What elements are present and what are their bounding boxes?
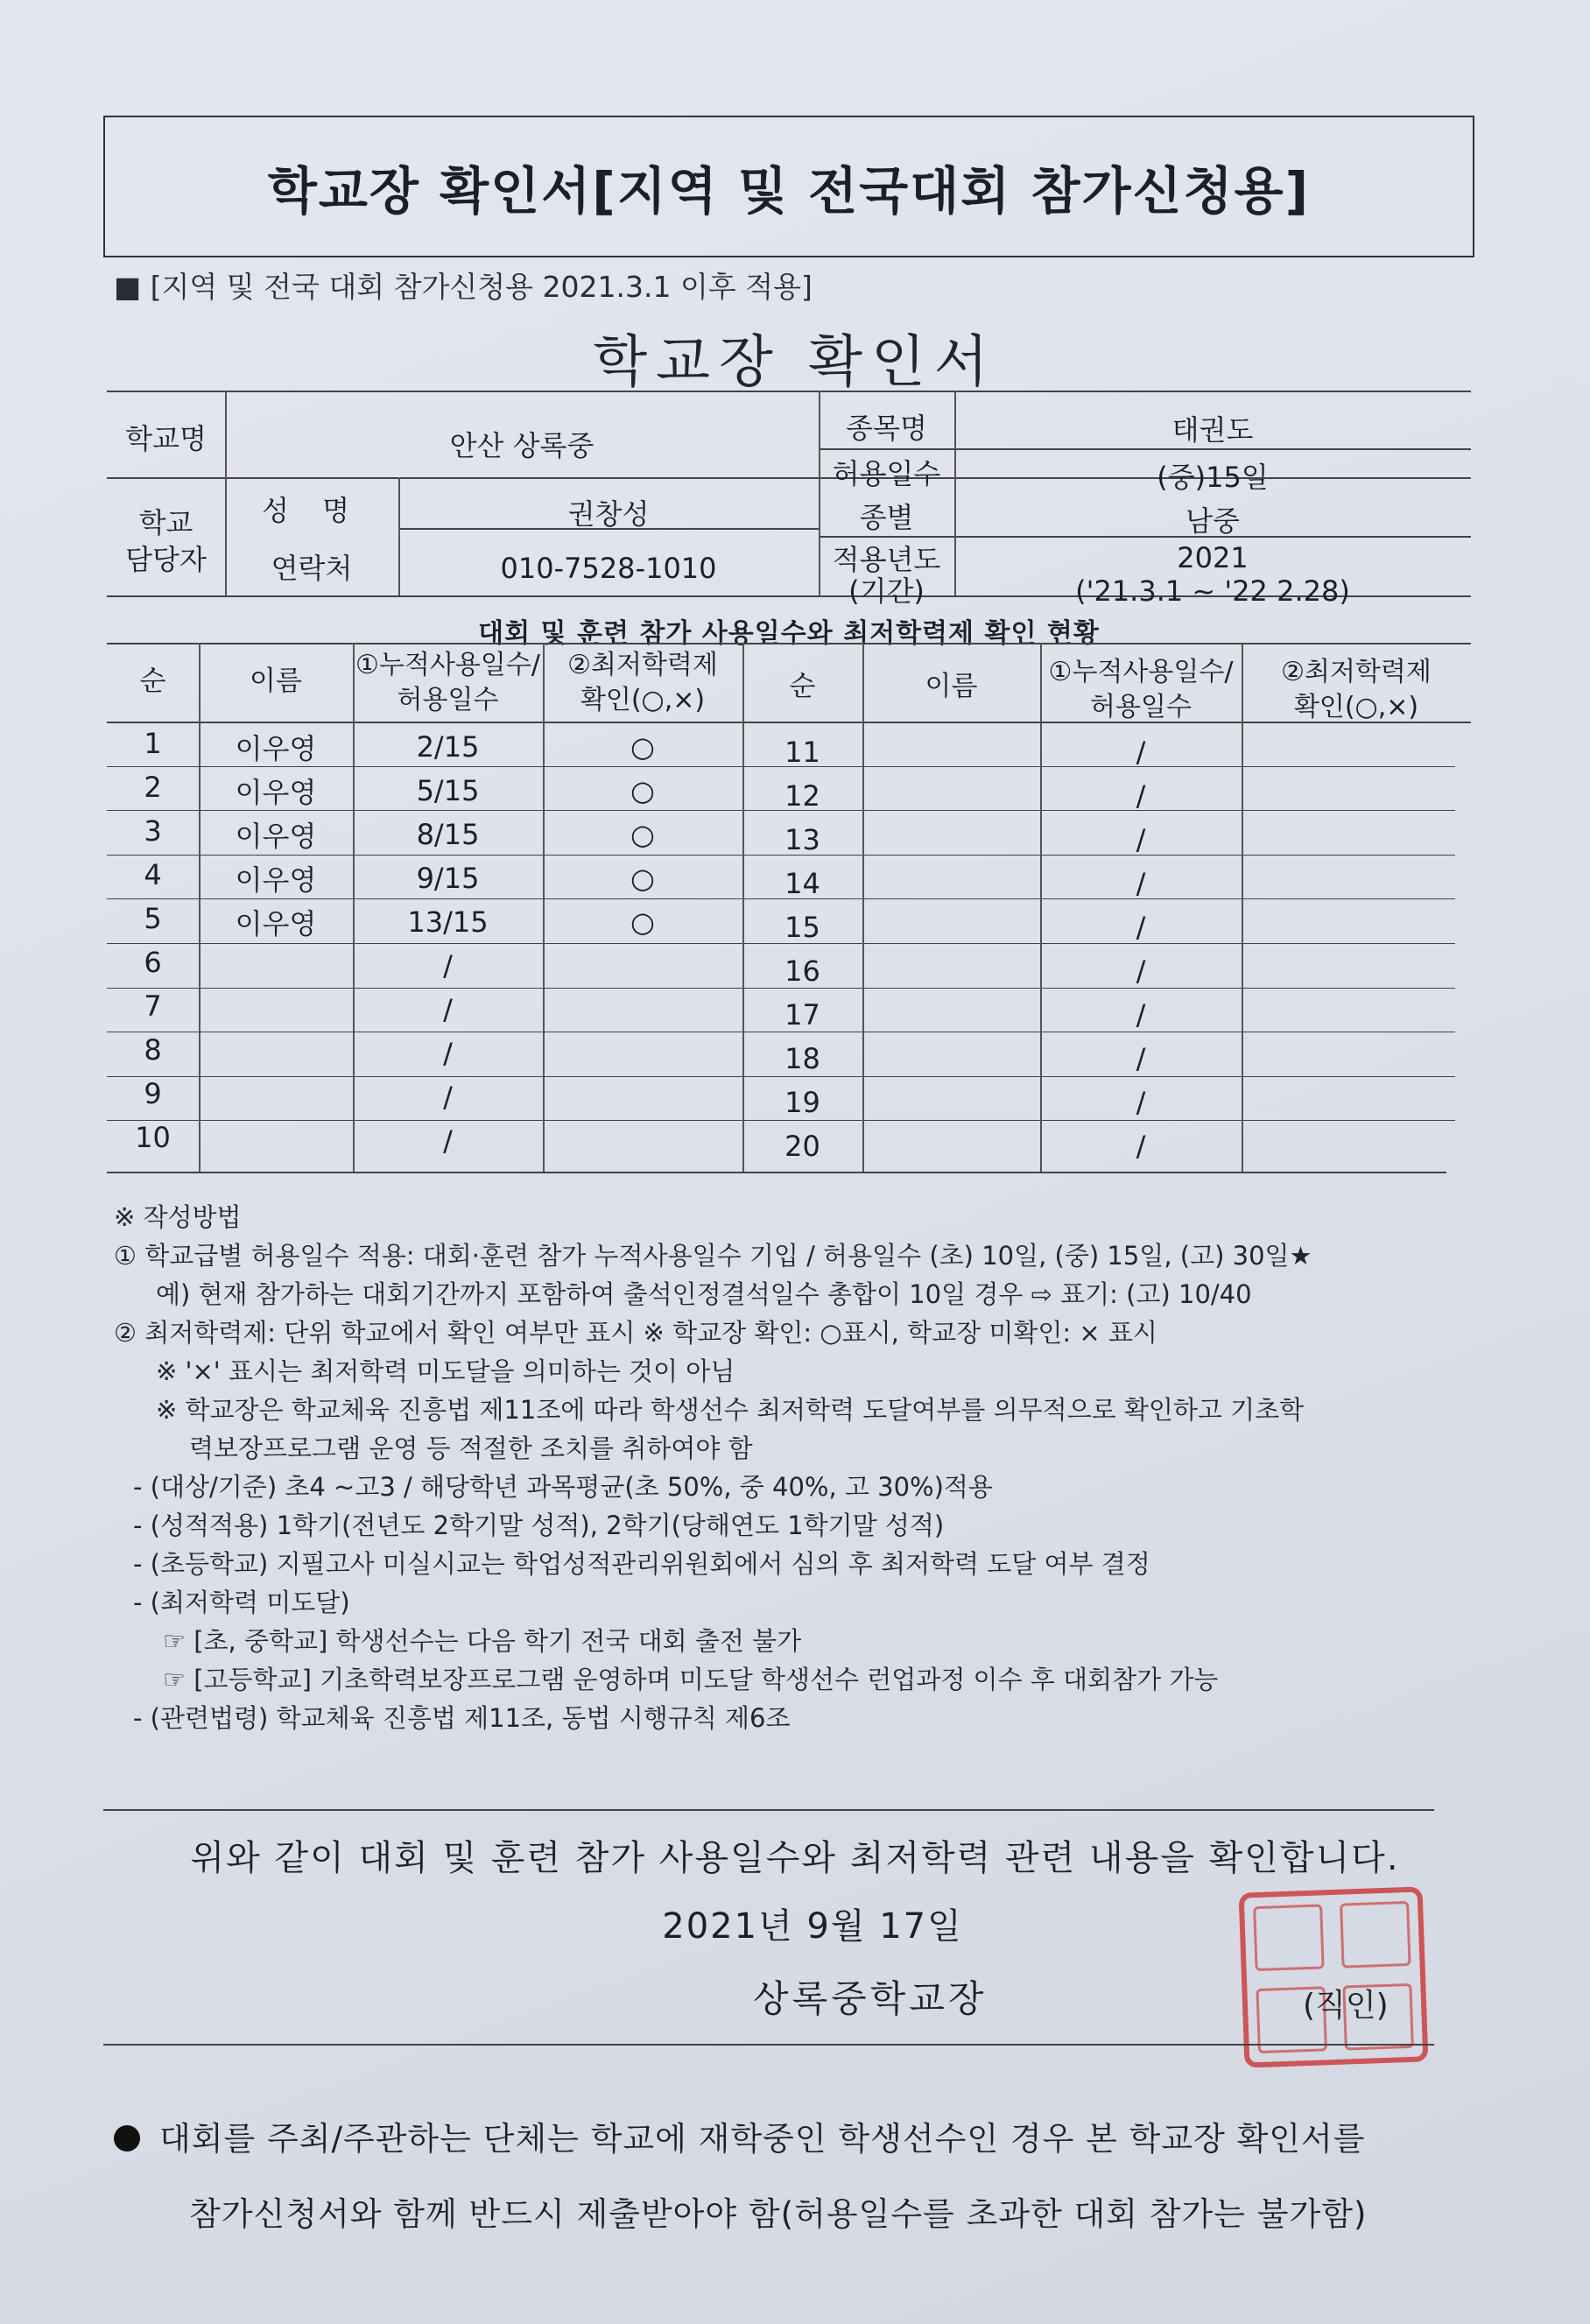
table-row-no: 8	[144, 1033, 162, 1067]
contact-label: 연락처	[271, 552, 353, 585]
table-row-days: /	[443, 993, 453, 1026]
table-row-no: 10	[135, 1121, 171, 1154]
document-title-box	[103, 116, 1474, 257]
table-row-name: 이우영	[235, 863, 317, 897]
table-caption: 대회 및 훈련 참가 사용일수와 최저학력제 확인 현황	[478, 618, 1100, 649]
table-row-no: 9	[144, 1077, 162, 1110]
table-row-days: /	[1136, 779, 1146, 813]
table-row-check: ○	[630, 818, 655, 851]
confirmation-statement: 위와 같이 대회 및 훈련 참가 사용일수와 최저학력 관련 내용을 확인합니다.	[190, 1838, 1400, 1878]
table-row-no: 11	[784, 736, 820, 769]
header-days-left-2: 허용일수	[397, 685, 499, 715]
table-row-days: /	[1136, 1130, 1146, 1163]
table-row-no: 5	[144, 902, 162, 935]
table-row-days: /	[1136, 1042, 1146, 1075]
issue-date: 2021년 9월 17일	[662, 1906, 963, 1947]
instruction-line: ※ 학교장은 학교체육 진흥법 제11조에 따라 학생선수 최저학력 도달여부를 의무적으로 확인하고 기초학	[156, 1395, 1305, 1425]
header-days-right-1: ①누적사용일수/	[1048, 657, 1234, 687]
table-row-days: 2/15	[416, 730, 480, 764]
instruction-line: ☞ [고등학교] 기초학력보장프로그램 운영하며 미도달 학생선수 런업과정 이수 후 대회참가 가능	[163, 1665, 1219, 1694]
table-row-no: 18	[784, 1042, 820, 1075]
table-row-name: 이우영	[235, 820, 317, 853]
school-name-value: 안산 상록중	[449, 429, 594, 462]
instruction-line: - (최저학력 미도달)	[133, 1588, 350, 1617]
manager-name-label: 성 명	[262, 494, 362, 527]
sport-label: 종목명	[846, 412, 927, 445]
table-row-days: /	[1136, 823, 1146, 856]
instruction-line: 력보장프로그램 운영 등 적절한 조치를 취하여야 함	[189, 1433, 753, 1463]
year-label-line1: 적용년도	[832, 543, 941, 576]
instruction-line: - (관련법령) 학교체육 진흥법 제11조, 동법 시행규칙 제6조	[133, 1703, 791, 1733]
header-no-left: 순	[139, 666, 166, 697]
contact-value: 010-7528-1010	[500, 552, 717, 585]
header-days-left-1: ①누적사용일수/	[355, 650, 540, 680]
official-seal	[1239, 1886, 1429, 2067]
table-row-no: 17	[784, 998, 820, 1032]
table-row-no: 7	[144, 989, 162, 1023]
instruction-line: ② 최저학력제: 단위 학교에서 확인 여부만 표시 ※ 학교장 확인: ○표시, 학교장 미확인: × 표시	[114, 1318, 1157, 1348]
instructions-heading: ※ 작성방법	[114, 1202, 242, 1232]
principal-title: 상록중학교장	[753, 1977, 988, 2020]
table-row-no: 15	[784, 911, 820, 944]
table-row-days: /	[443, 1124, 453, 1158]
table-row-no: 14	[784, 867, 820, 900]
table-row-days: /	[1136, 998, 1146, 1032]
applicability-note: ■ [지역 및 전국 대회 참가신청용 2021.3.1 이후 적용]	[114, 270, 813, 304]
instruction-line: - (초등학교) 지필고사 미실시교는 학업성적관리위원회에서 심의 후 최저학력 도달 여부 결정	[133, 1549, 1150, 1579]
table-row-check: ○	[630, 905, 655, 939]
instruction-line: ☞ [초, 중학교] 학생선수는 다음 학기 전국 대회 출전 불가	[163, 1626, 802, 1656]
header-name-left: 이름	[250, 666, 302, 697]
year-value-line1: 2021	[1177, 541, 1249, 574]
table-row-days: /	[1136, 911, 1146, 944]
header-check-right-1: ②최저학력제	[1281, 657, 1432, 687]
manager-label-line2: 담당자	[125, 543, 207, 576]
submission-notice	[114, 2102, 1480, 2252]
header-check-left-2: 확인(○,×)	[580, 685, 706, 715]
table-row-no: 16	[784, 954, 820, 988]
header-days-right-2: 허용일수	[1090, 692, 1192, 722]
manager-label-line1: 학교	[138, 506, 193, 539]
instruction-line: - (성적적용) 1학기(전년도 2학기말 성적), 2학기(당해연도 1학기말 성적)	[133, 1511, 945, 1540]
sport-value: 태권도	[1171, 413, 1254, 447]
table-row-days: 9/15	[416, 862, 480, 895]
header-name-right: 이름	[925, 671, 978, 702]
year-label-line2: (기간)	[848, 574, 925, 608]
table-row-name: 이우영	[235, 907, 317, 940]
document-title: 학교장 확인서[지역 및 전국대회 참가신청용]	[267, 161, 1311, 221]
seal-label: (직인)	[1303, 1988, 1389, 2024]
table-row-days: /	[443, 949, 453, 982]
bullet-icon	[114, 2125, 140, 2151]
category-label: 종별	[859, 501, 914, 534]
allowed-days-label: 허용일수	[832, 457, 941, 490]
table-row-no: 13	[784, 823, 820, 856]
table-row-days: /	[443, 1081, 453, 1114]
table-row-days: /	[1136, 1086, 1146, 1119]
instruction-line: - (대상/기준) 초4 ~고3 / 해당학년 과목평균(초 50%, 중 40%, 고 30%)적용	[133, 1472, 993, 1502]
instruction-line: 예) 현재 참가하는 대회기간까지 포함하여 출석인정결석일수 총합이 10일 경우 ⇨ 표기: (고) 10/40	[156, 1279, 1252, 1309]
manager-name-value: 권창성	[567, 497, 650, 531]
instruction-line: ※ '×' 표시는 최저학력 미도달을 의미하는 것이 아님	[156, 1356, 735, 1386]
table-row-no: 12	[784, 779, 820, 813]
allowed-days-value: (중)15일	[1157, 461, 1269, 494]
notice-line-2: 참가신청서와 함께 반드시 제출받아야 함(허용일수를 초과한 대회 참가는 불가함)	[189, 2195, 1368, 2233]
table-row-no: 20	[784, 1130, 820, 1163]
table-row-no: 3	[144, 814, 162, 848]
table-row-check: ○	[630, 774, 655, 807]
table-row-check: ○	[630, 862, 655, 895]
table-row-no: 1	[144, 727, 162, 760]
table-row-days: /	[1136, 954, 1146, 988]
table-row-name: 이우영	[235, 776, 317, 809]
notice-line-1: 대회를 주최/주관하는 단체는 학교에 재학중인 학생선수인 경우 본 학교장 확인서를	[159, 2120, 1366, 2158]
category-value: 남중	[1185, 504, 1240, 538]
header-check-left-1: ②최저학력제	[567, 650, 718, 680]
table-row-no: 6	[144, 946, 162, 979]
header-check-right-2: 확인(○,×)	[1293, 692, 1419, 722]
header-no-right: 순	[789, 671, 816, 702]
form-title: 학교장 확인서	[593, 330, 997, 395]
school-name-label: 학교명	[125, 422, 207, 455]
table-row-days: 13/15	[407, 905, 489, 939]
table-row-no: 4	[144, 858, 162, 891]
table-row-days: 8/15	[416, 818, 480, 851]
year-value-line2: ('21.3.1 ~ '22 2.28)	[1075, 574, 1350, 608]
table-row-check: ○	[630, 730, 655, 764]
instruction-line: ① 학교급별 허용일수 적용: 대회·훈련 참가 누적사용일수 기입 / 허용일수 (초) 10일, (중) 15일, (고) 30일★	[114, 1241, 1312, 1271]
table-row-days: /	[443, 1037, 453, 1070]
table-row-days: /	[1136, 736, 1146, 769]
table-row-no: 2	[144, 771, 162, 804]
table-row-days: 5/15	[416, 774, 480, 807]
instructions	[114, 1198, 1480, 1737]
table-row-days: /	[1136, 867, 1146, 900]
table-row-no: 19	[784, 1086, 820, 1119]
table-row-name: 이우영	[235, 732, 317, 765]
